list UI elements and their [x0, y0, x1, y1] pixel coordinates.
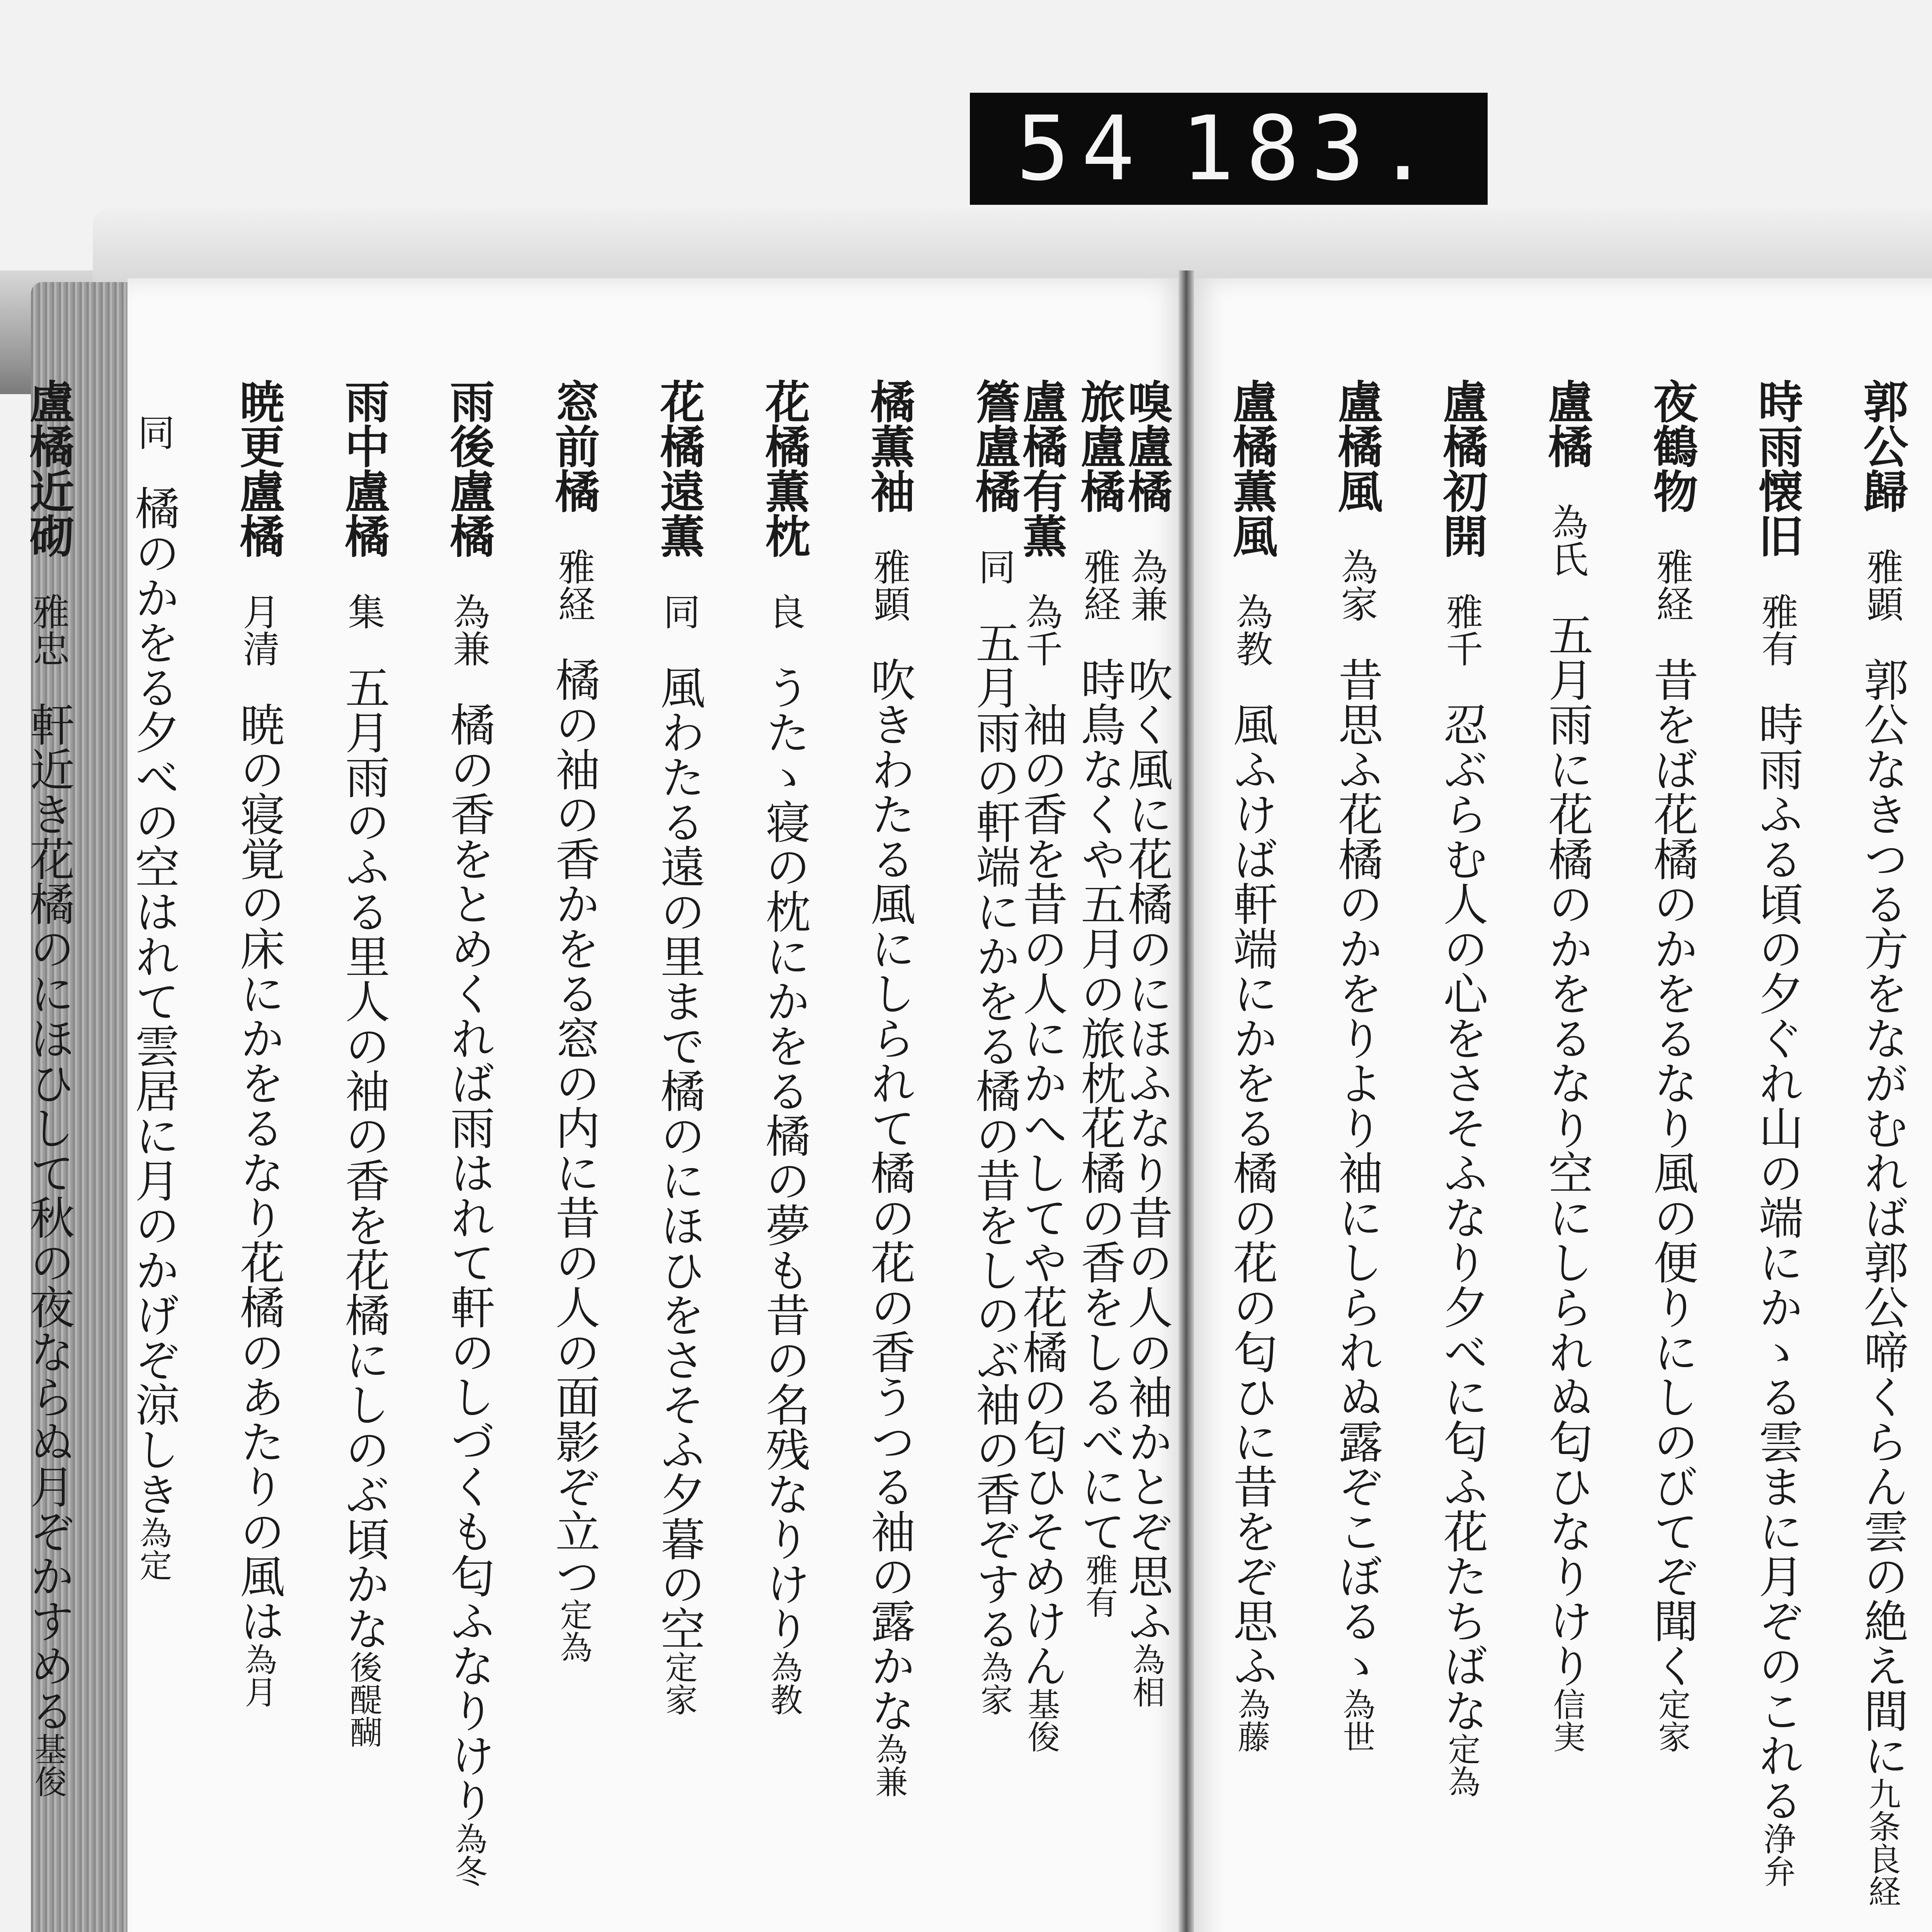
- poem-text: 橘の袖の香かをる窓の内に昔の人の面影ぞ立つ: [548, 657, 600, 1598]
- poem-note: 九条良経: [1863, 1777, 1901, 1907]
- text-column: [0, 379, 97, 1909]
- poem-text: 五月雨の軒端にかをる橘の昔をしのぶ袖の香ぞする: [968, 620, 1020, 1651]
- text-column: [631, 379, 727, 1909]
- book-gutter: [1179, 270, 1194, 1932]
- poem-text: 時雨ふる頃の夕ぐれ山の端にかゝる雲まに月ぞのこれる: [1751, 702, 1803, 1822]
- poem-note: 定家: [660, 1651, 698, 1716]
- plate-right-number: 183.: [1181, 97, 1441, 201]
- poem-text: 忍ぶらむ人の心をさそふなり夕べに匂ふ花たちばな: [1436, 702, 1488, 1733]
- poem-title: 盧橘: [1541, 379, 1593, 468]
- text-column: [736, 379, 832, 1909]
- poem-note: 後醍醐: [345, 1651, 383, 1748]
- poem-title: 盧橘風: [1330, 379, 1383, 513]
- poem-author: 集: [342, 593, 385, 630]
- poem-title: 雨中盧橘: [337, 379, 390, 558]
- poem-text: 風ふけば軒端にかをる橘の花の匂ひに昔をぞ思ふ: [1226, 702, 1278, 1688]
- poem-note: 信実: [1548, 1688, 1586, 1753]
- poem-note: 雅有: [1080, 1553, 1118, 1618]
- poem-note: 為教: [765, 1651, 803, 1716]
- text-column: [1519, 379, 1615, 1909]
- poem-text: 暁の寝覚の床にかをるなり花橘のあたりの風は: [233, 702, 285, 1643]
- poem-note: 基俊: [29, 1733, 67, 1798]
- poem-text: 郭公なきつる方をながむれば郭公啼くらん雲の絶え間に: [1856, 657, 1908, 1777]
- text-column: [526, 379, 622, 1909]
- poem-author: 為兼: [447, 593, 490, 667]
- poem-author: 為千: [1020, 593, 1063, 667]
- text-column: [1834, 379, 1930, 1909]
- poem-author: 為兼: [1125, 548, 1168, 622]
- poem-title: 旅盧橘: [1073, 379, 1126, 513]
- poem-author: 雅千: [1440, 593, 1483, 667]
- poem-author: 良: [762, 593, 806, 630]
- poem-title: 時雨懐旧: [1751, 379, 1803, 558]
- text-column: [420, 379, 517, 1909]
- poem-text: 風わたる遠の里まで橘のにほひをさそふ夕暮の空: [653, 665, 705, 1651]
- poem-title: 郭公歸: [1856, 379, 1908, 513]
- poem-note: 基俊: [1022, 1688, 1060, 1753]
- poem-note: 為兼: [870, 1733, 908, 1798]
- poem-note: 為世: [1338, 1688, 1376, 1753]
- poem-title: 花橘薫枕: [758, 379, 810, 558]
- poem-author: 同: [657, 593, 701, 630]
- poem-text: 五月雨に花橘のかをるなり空にしられぬ匂ひなりけり: [1541, 612, 1593, 1688]
- poem-title: 盧橘有薫: [1015, 379, 1068, 558]
- poem-title: 盧橘初開: [1435, 379, 1488, 558]
- poem-author: 為氏: [1545, 503, 1588, 577]
- poem-author: 月清: [237, 593, 280, 667]
- text-column: [210, 379, 307, 1909]
- poem-author: 為教: [1230, 593, 1273, 667]
- poem-text: 昔思ふ花橘のかをりより袖にしられぬ露ぞこぼるゝ: [1331, 657, 1383, 1688]
- text-column: [1729, 379, 1825, 1909]
- id-plate: [970, 93, 1488, 205]
- poem-note: 為相: [1128, 1643, 1165, 1708]
- poem-text: 吹く風に花橘のにほふなり昔の人の袖かとぞ思ふ: [1121, 657, 1173, 1643]
- text-column: [993, 379, 1090, 1909]
- poem-author: 雅有: [1755, 593, 1799, 667]
- poem-title: 窓前橘: [548, 379, 600, 513]
- poem-note: 為定: [134, 1516, 172, 1581]
- poem-author: 雅忠: [27, 593, 70, 667]
- poem-title: 嗅盧橘: [1120, 379, 1173, 513]
- poem-note: 定家: [1653, 1688, 1691, 1753]
- poem-title: 橘薫袖: [863, 379, 915, 513]
- poem-note: 定為: [555, 1598, 593, 1663]
- poem-author: 雅顕: [867, 548, 911, 622]
- poem-text: うたゝ寝の枕にかをる橘の夢も昔の名残なりけり: [758, 665, 810, 1651]
- poem-note: 為藤: [1233, 1688, 1270, 1753]
- poem-author: 雅経: [552, 548, 595, 622]
- poem-note: 定為: [1443, 1733, 1481, 1798]
- poem-text: 橘のかをる夕べの空はれて雲居に月のかげぞ涼しき: [128, 485, 180, 1516]
- text-column: [1413, 379, 1510, 1909]
- poem-text: 吹きわたる風にしられて橘の花の香うつる袖の露かな: [863, 657, 915, 1733]
- text-column: [1624, 379, 1720, 1909]
- poem-text: 時鳥なくや五月の旅枕花橘の香をしるべにて: [1073, 657, 1126, 1553]
- poem-author: 同: [973, 548, 1016, 585]
- text-column: [1308, 379, 1405, 1909]
- text-column: [1203, 379, 1300, 1909]
- poem-note: 為冬: [450, 1822, 488, 1887]
- poem-note: 為家: [975, 1651, 1013, 1716]
- poem-text: 昔をば花橘のかをるなり風の便りにしのびてぞ聞く: [1646, 657, 1698, 1688]
- poem-text: 五月雨のふる里人の袖の香を花橘にしのぶ頃かな: [338, 665, 390, 1651]
- poem-author: 為家: [1335, 548, 1378, 622]
- poem-note: 浄弁: [1758, 1822, 1796, 1887]
- poem-title: 暁更盧橘: [232, 379, 285, 558]
- poem-title: 夜鶴物: [1646, 379, 1698, 513]
- poem-title: 盧橘近砌: [22, 379, 75, 558]
- poem-author: 雅経: [1650, 548, 1694, 622]
- poem-note: 為月: [240, 1643, 277, 1708]
- poem-title: 盧橘薫風: [1225, 379, 1278, 558]
- poem-title: 花橘遠薫: [653, 379, 705, 558]
- text-column: [315, 379, 412, 1909]
- text-column: [105, 379, 202, 1909]
- poem-author: 雅経: [1078, 548, 1121, 622]
- poem-author: 同: [132, 413, 175, 451]
- poem-text: 軒近き花橘のにほひして秋の夜ならぬ月ぞかすめる: [22, 702, 75, 1733]
- poem-title: 雨後盧橘: [442, 379, 495, 558]
- poem-text: 袖の香を昔の人にかへしてや花橘の匂ひそめけん: [1015, 702, 1068, 1688]
- plate-left-number: 54: [1016, 97, 1146, 201]
- poem-text: 橘の香をとめくれば雨はれて軒のしづくも匂ふなりけり: [443, 702, 495, 1822]
- text-column: [841, 379, 937, 1909]
- poem-author: 雅顕: [1861, 548, 1904, 622]
- poem-title: 簷盧橘: [968, 379, 1020, 513]
